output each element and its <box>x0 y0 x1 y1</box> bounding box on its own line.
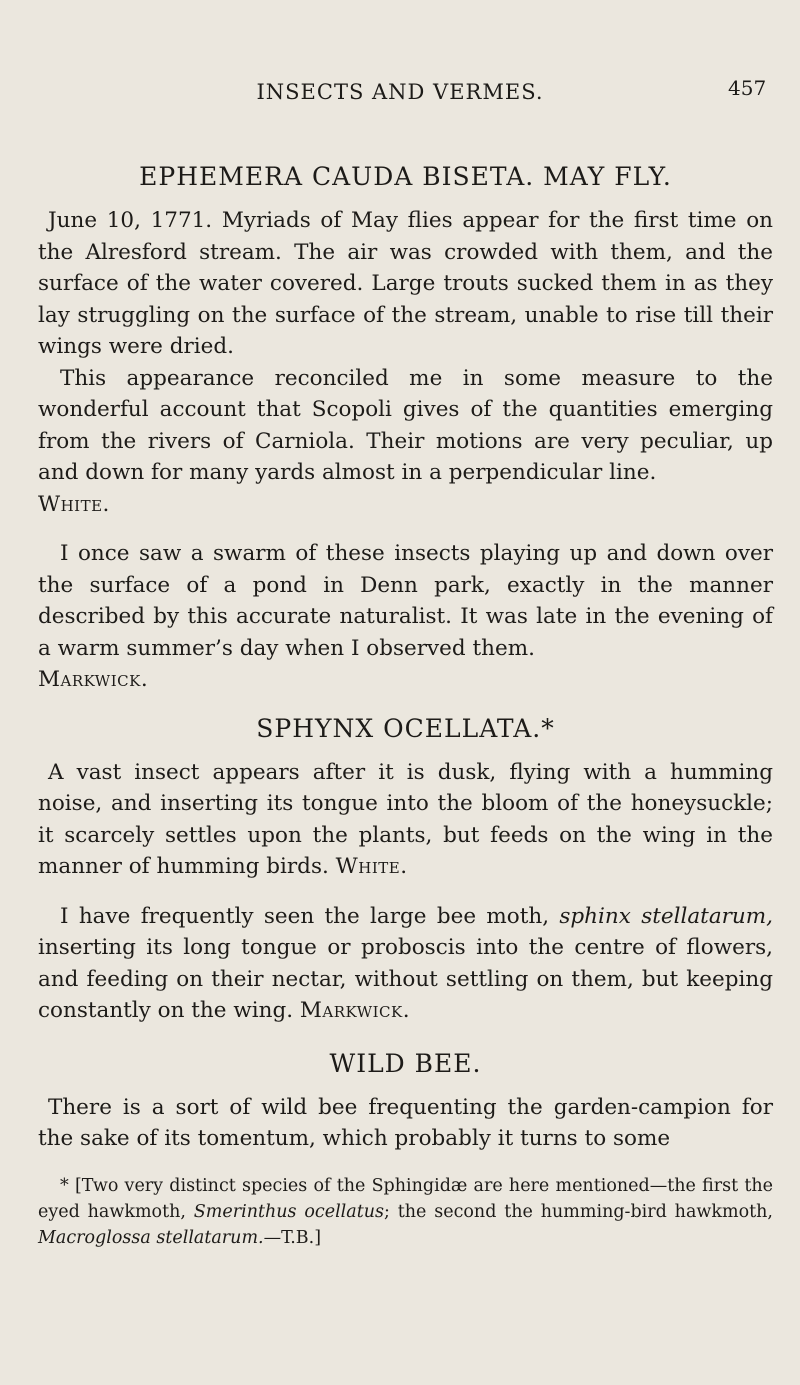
paragraph: A vast insect appears after it is dusk, flying with a humming noise, and inserting its tongue into the bloom of the honeysuckle; it scarcely settles upon the plants, but feeds on the wing in the manner of humming birds. White. <box>38 759 773 879</box>
signature: White. <box>38 491 110 517</box>
paragraph: I once saw a swarm of these insects playing up and down over the surface of a pond in Denn park, exactly in the manner described by this accurate naturalist. It was late in the evening of a warm summer’s day when I observed them. Markwick. <box>38 538 773 696</box>
section-heading-sphynx: SPHYNX OCELLATA.* <box>256 713 555 743</box>
running-title: INSECTS AND VERMES. <box>256 80 544 104</box>
paragraph: There is a sort of wild bee frequenting the garden-campion for the sake of its tomentum, which probably it turns to some <box>38 1094 773 1151</box>
page-number: 457 <box>728 76 767 100</box>
paragraph: This appearance reconciled me in some measure to the wonderful account that Scopoli gives of the quantities emerging from the rivers of Carniola. Their motions are very peculiar, up and down for many yards almost in a perpendicular line. White. <box>38 363 773 521</box>
signature: Markwick. <box>299 998 411 1023</box>
signature: Markwick. <box>38 667 149 692</box>
section-heading-wild-bee: WILD BEE. <box>329 1048 482 1078</box>
signature: White. <box>335 854 408 879</box>
section-heading-ephemera: EPHEMERA CAUDA BISETA. MAY FLY. <box>139 162 672 191</box>
paragraph: I have frequently seen the large bee moth, sphinx stellatarum, inserting its long tongue or proboscis into the centre of flowers, and feeding on their nectar, without settling on them, but keeping constantly on the wing. Markwick. <box>38 903 773 1023</box>
paragraph: June 10, 1771. Myriads of May flies appear for the first time on the Alresford stream. The air was crowded with them, and the surface of the water covered. Large trouts sucked them in as they lay struggling on the surface of the stream, unable to rise till their wings were dried. <box>38 208 773 359</box>
page-body <box>38 162 773 1251</box>
footnote: * [Two very distinct species of the Sphingidæ are here mentioned—the first the eyed hawkmoth, Smerinthus ocellatus; the second the humming-bird hawkmoth, Macroglossa stellatarum.—T.B.] <box>38 1175 773 1248</box>
italic-species-name: sphinx stellatarum, <box>559 903 773 929</box>
